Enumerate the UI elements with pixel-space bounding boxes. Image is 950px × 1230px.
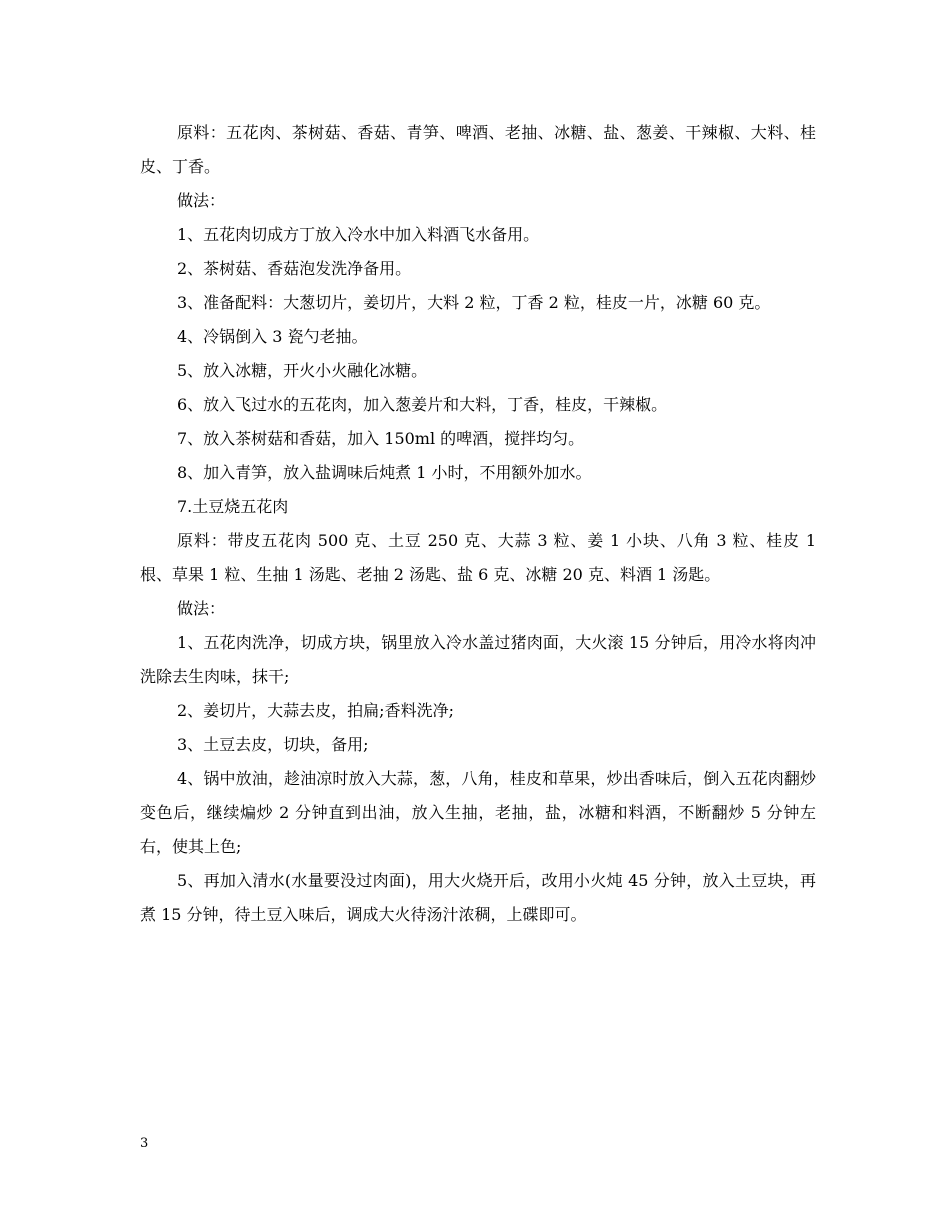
ingredients-paragraph-2: 原料：带皮五花肉 500 克、土豆 250 克、大蒜 3 粒、姜 1 小块、八角 3 粒、桂皮 1 根、草果 1 粒、生抽 1 汤匙、老抽 2 汤匙、盐 6 克、冰糖 20 克、料酒 1 汤匙。 xyxy=(140,531,816,584)
step-2-4: 4、锅中放油，趁油凉时放入大蒜，葱，八角，桂皮和草果，炒出香味后，倒入五花肉翻炒变色后，继续煸炒 2 分钟直到出油，放入生抽，老抽，盐，冰糖和料酒，不断翻炒 5 分钟左右，使其上色; xyxy=(140,769,816,856)
step-1-2: 2、茶树菇、香菇泡发洗净备用。 xyxy=(177,259,412,278)
step-1-6: 6、放入飞过水的五花肉，加入葱姜片和大料，丁香，桂皮，干辣椒。 xyxy=(177,395,668,414)
step-2-1: 1、五花肉洗净，切成方块，锅里放入冷水盖过猪肉面，大火滚 15 分钟后，用冷水将肉冲洗除去生肉味，抹干; xyxy=(140,633,816,686)
method-heading-1: 做法： xyxy=(177,191,226,210)
document-body xyxy=(140,116,816,932)
step-2-2: 2、姜切片，大蒜去皮，拍扁;香料洗净; xyxy=(177,701,454,720)
step-1-7: 7、放入茶树菇和香菇，加入 150ml 的啤酒，搅拌均匀。 xyxy=(177,429,585,448)
step-1-8: 8、加入青笋，放入盐调味后炖煮 1 小时，不用额外加水。 xyxy=(177,463,592,482)
page-number: 3 xyxy=(140,1136,149,1151)
step-1-3: 3、准备配料：大葱切片，姜切片，大料 2 粒，丁香 2 粒，桂皮一片，冰糖 60 克。 xyxy=(177,293,771,312)
ingredients-paragraph-1: 原料：五花肉、茶树菇、香菇、青笋、啤酒、老抽、冰糖、盐、葱姜、干辣椒、大料、桂皮、丁香。 xyxy=(140,123,816,176)
method-heading-2: 做法： xyxy=(177,599,226,618)
recipe-title-2: 7.土豆烧五花肉 xyxy=(177,497,289,516)
step-1-5: 5、放入冰糖，开火小火融化冰糖。 xyxy=(177,361,428,380)
step-1-1: 1、五花肉切成方丁放入冷水中加入料酒飞水备用。 xyxy=(177,225,540,244)
step-1-4: 4、冷锅倒入 3 瓷勺老抽。 xyxy=(177,327,368,346)
step-2-3: 3、土豆去皮，切块，备用; xyxy=(177,735,369,754)
step-2-5: 5、再加入清水(水量要没过肉面)，用大火烧开后，改用小火炖 45 分钟，放入土豆块，再煮 15 分钟，待土豆入味后，调成大火待汤汁浓稠，上碟即可。 xyxy=(140,871,816,924)
